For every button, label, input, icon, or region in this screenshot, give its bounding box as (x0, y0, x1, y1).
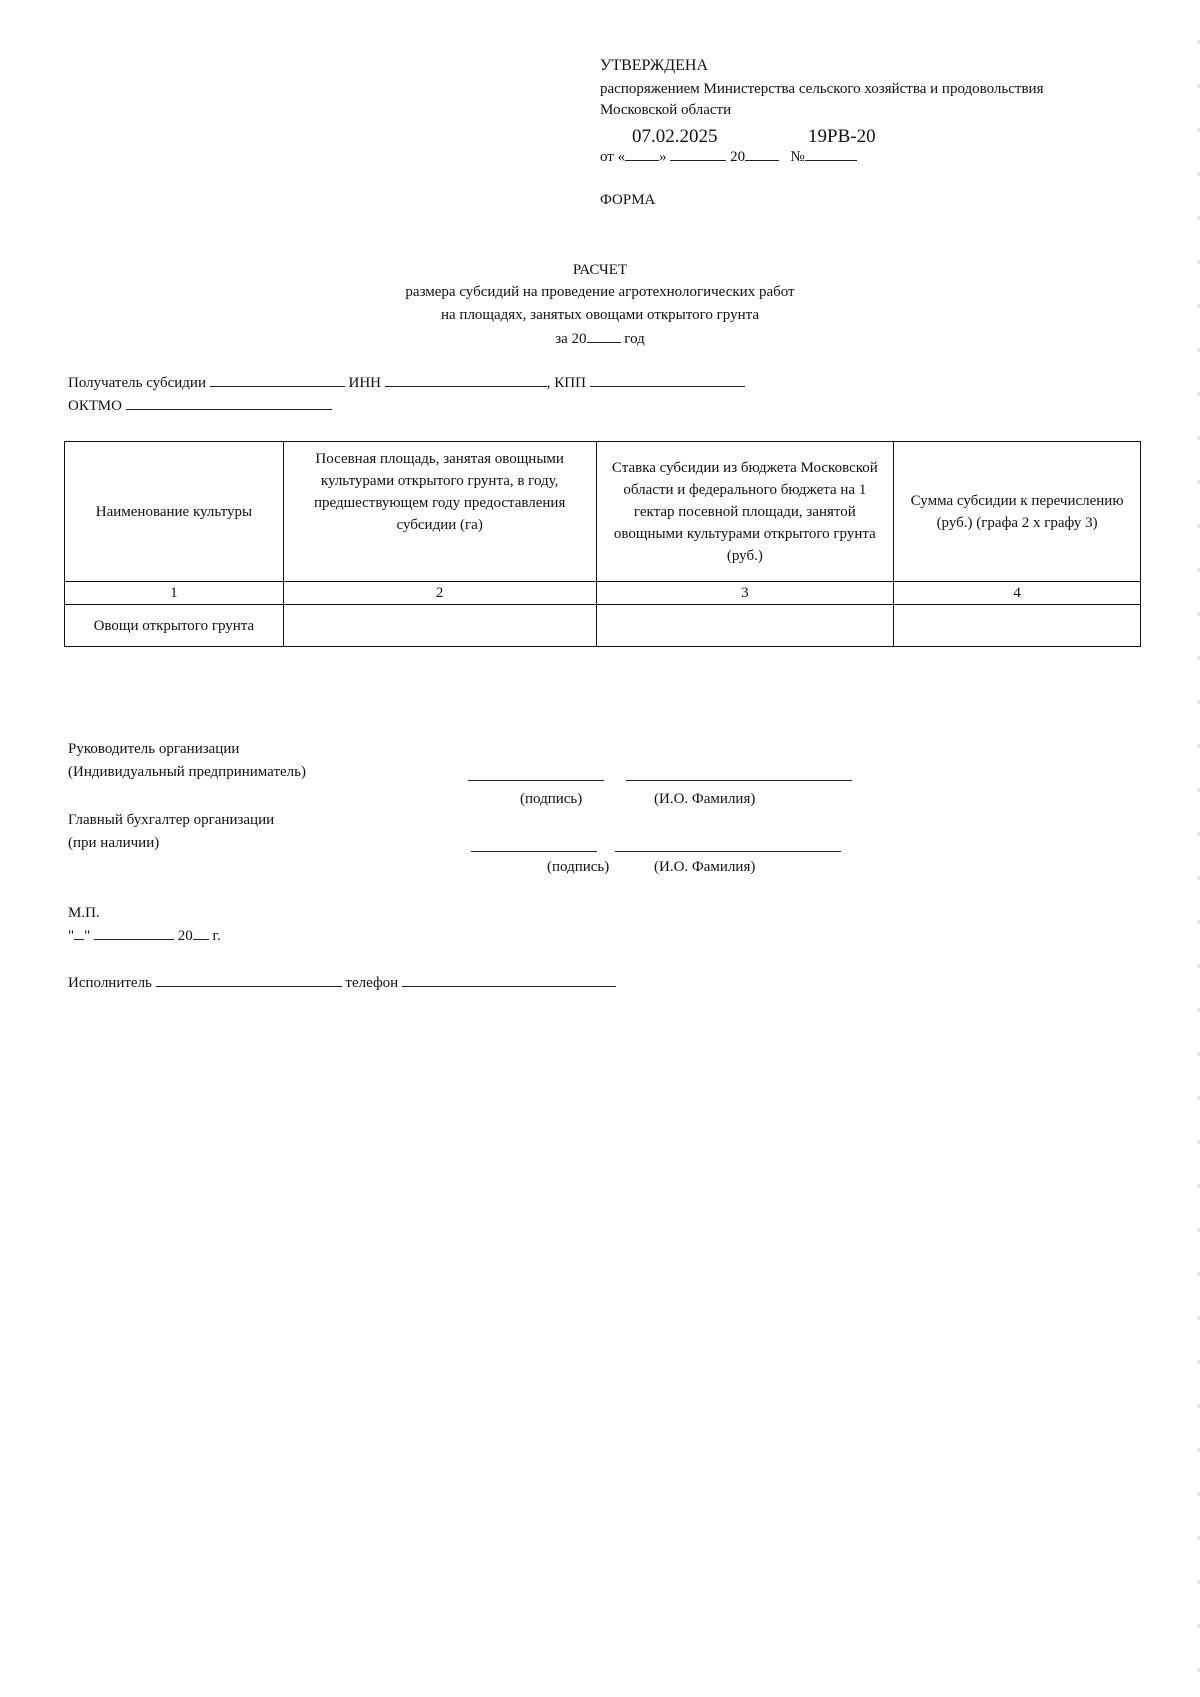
row-subsidy-amount (894, 605, 1141, 647)
header-crop-name: Наименование культуры (65, 442, 284, 582)
stamp-month-blank (94, 925, 174, 940)
row-crop-name: Овощи открытого грунта (65, 605, 284, 647)
column-number-4: 4 (894, 582, 1141, 605)
quote-close: » (659, 149, 667, 165)
handwritten-number: 19РВ-20 (808, 126, 876, 147)
heading-year-line (300, 328, 900, 349)
column-number-1: 1 (65, 582, 284, 605)
approval-line-1: распоряжением Министерства сельского хозяйства и продовольствия (600, 81, 1044, 97)
head-name-line (626, 780, 852, 781)
header-subsidy-amount: Сумма субсидии к перечислению (руб.) (графа 2 х графу 3) (894, 442, 1141, 582)
executor-line (68, 972, 616, 993)
recipient-label: Получатель субсидии (68, 375, 206, 391)
column-number-2: 2 (283, 582, 596, 605)
head-signature-line (468, 780, 604, 781)
stamp-date-line (68, 925, 221, 946)
executor-label: Исполнитель (68, 975, 152, 991)
handwritten-date: 07.02.2025 (632, 126, 718, 147)
head-label-1: Руководитель организации (68, 741, 240, 757)
head-name-caption: (И.О. Фамилия) (654, 791, 756, 807)
accountant-name-line (615, 851, 841, 852)
heading-year-blank (587, 328, 621, 343)
header-sown-area: Посевная площадь, занятая овощными культурами открытого грунта, в году, предшествующем году предоставления субсидии (га) (283, 442, 596, 582)
phone-label: телефон (345, 975, 399, 991)
document-title: РАСЧЕТ (572, 262, 628, 278)
form-label: ФОРМА (600, 192, 656, 208)
year-blank (745, 146, 779, 161)
accountant-signature-caption: (подпись) (547, 859, 610, 875)
year-prefix: 20 (730, 149, 746, 165)
approval-date-line (600, 146, 857, 167)
number-label: № (790, 149, 805, 165)
kpp-label: КПП (554, 375, 586, 391)
accountant-name-caption: (И.О. Фамилия) (654, 859, 756, 875)
approval-title: УТВЕРЖДЕНА (600, 57, 709, 74)
day-blank (625, 146, 659, 161)
from-label: от « (600, 149, 626, 165)
column-number-3: 3 (596, 582, 894, 605)
stamp-day-blank (74, 925, 84, 940)
recipient-line (68, 372, 745, 393)
executor-blank (156, 972, 342, 987)
table-number-row (65, 582, 1141, 605)
inn-comma: , (546, 375, 551, 391)
head-label-2: (Индивидуальный предприниматель) (68, 764, 306, 780)
calculation-table (64, 441, 1141, 647)
accountant-signature-line (471, 851, 597, 852)
heading-year-prefix: за 20 (555, 331, 587, 347)
accountant-label-1: Главный бухгалтер организации (68, 812, 275, 828)
heading-line-1: размера субсидий на проведение агротехнологических работ (405, 284, 795, 300)
inn-blank (385, 372, 547, 387)
stamp-label: М.П. (68, 905, 100, 921)
approval-line-2: Московской области (600, 102, 732, 118)
number-blank (805, 146, 857, 161)
inn-label: ИНН (348, 375, 381, 391)
accountant-label-2: (при наличии) (68, 835, 160, 851)
date-quote-close: " (84, 928, 91, 944)
month-blank (670, 146, 726, 161)
stamp-year-suffix: г. (212, 928, 221, 944)
oktmo-label: ОКТМО (68, 398, 122, 414)
kpp-blank (590, 372, 745, 387)
table-row (65, 605, 1141, 647)
stamp-year-blank (193, 925, 209, 940)
stamp-year-prefix: 20 (177, 928, 193, 944)
row-subsidy-rate (596, 605, 894, 647)
oktmo-line (68, 395, 332, 416)
head-signature-caption: (подпись) (520, 791, 583, 807)
row-sown-area (283, 605, 596, 647)
recipient-blank (210, 372, 345, 387)
heading-year-suffix: год (624, 331, 645, 347)
table-header-row (65, 442, 1141, 582)
header-subsidy-rate: Ставка субсидии из бюджета Московской области и федерального бюджета на 1 гектар посевной площади, занятой овощными культурами открытого грунта (руб.) (596, 442, 894, 582)
phone-blank (402, 972, 616, 987)
heading-line-2: на площадях, занятых овощами открытого грунта (440, 307, 760, 323)
oktmo-blank (126, 395, 332, 410)
date-quote-open: " (68, 928, 75, 944)
